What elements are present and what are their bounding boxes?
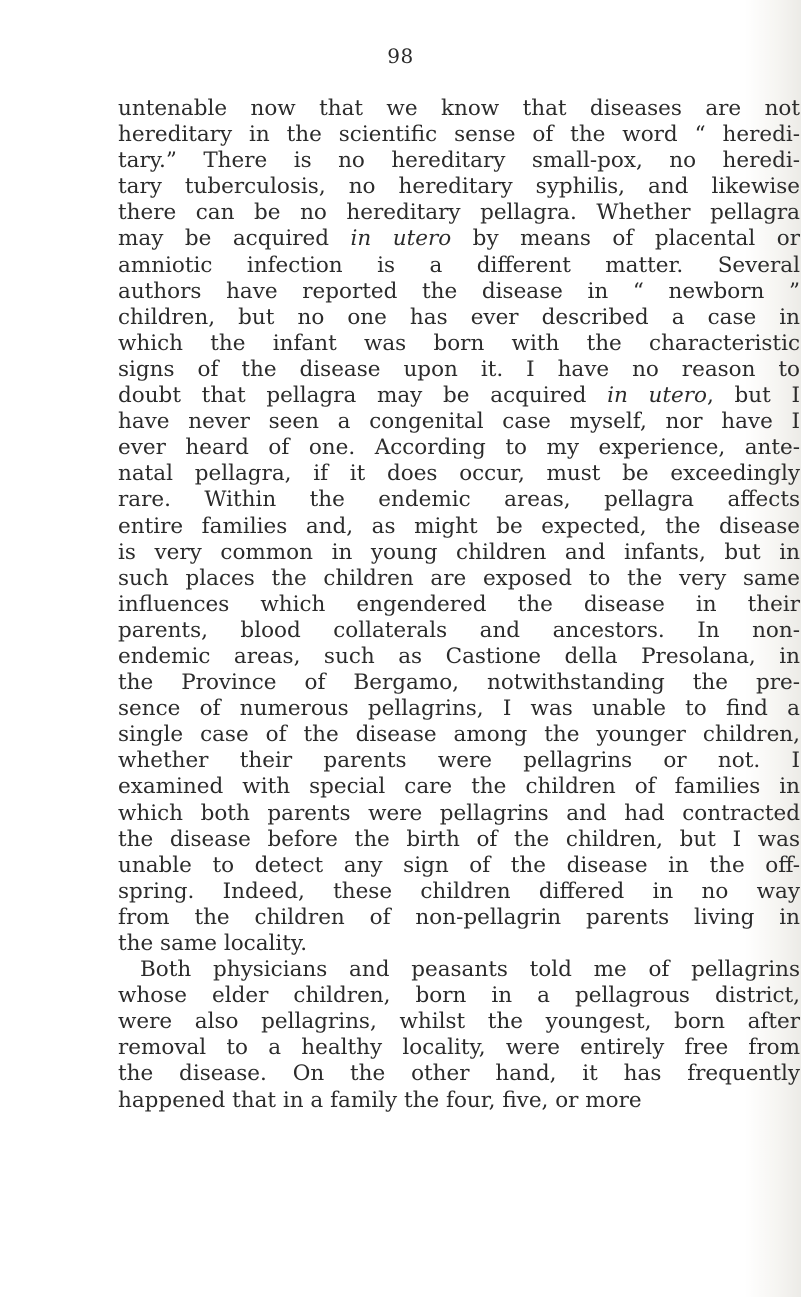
text-line: endemic areas, such as Castione della Presolana, in [118, 643, 800, 669]
text-line: the disease before the birth of the children, but I was [118, 826, 800, 852]
text-line: there can be no hereditary pellagra. Whether pellagra [118, 200, 800, 226]
text-line: tary.” There is no hereditary small-pox, no heredi- [118, 148, 800, 174]
text-line [118, 226, 801, 252]
text-line: hereditary in the scientific sense of the word “ heredi- [118, 122, 800, 148]
text-segment: by means of placental or [451, 226, 800, 252]
text-line: untenable now that we know that diseases are not [118, 96, 800, 121]
text-line: authors have reported the disease in “ newborn ” [118, 278, 800, 304]
text-line: happened that in a family the four, five, or more [118, 1087, 642, 1113]
text-line: such places the children are exposed to the very same [118, 565, 800, 591]
text-line: whose elder children, born in a pellagrous district, [118, 983, 800, 1009]
text-segment: doubt that pellagra may be acquired [118, 383, 608, 409]
text-line: which both parents were pellagrins and had contracted [118, 800, 800, 826]
text-line: were also pellagrins, whilst the youngest, born after [118, 1009, 800, 1035]
text-line: influences which engendered the disease in their [118, 591, 800, 617]
text-segment: may be acquired [118, 226, 351, 252]
text-line: the disease. On the other hand, it has frequently [118, 1061, 800, 1087]
page-number: 98 [387, 44, 414, 68]
text-line: parents, blood collaterals and ancestors. In non- [118, 617, 800, 643]
italic-phrase: in utero [607, 383, 707, 409]
text-line: whether their parents were pellagrins or not. I [118, 748, 800, 774]
text-line: children, but no one has ever described a case in [118, 304, 800, 330]
text-line: entire families and, as might be expected, the disease [118, 513, 800, 539]
text-line: which the infant was born with the characteristic [118, 330, 800, 356]
text-line: is very common in young children and infants, but in [118, 539, 800, 565]
body-text [118, 96, 801, 1114]
text-line: amniotic infection is a different matter. Several [118, 252, 800, 278]
text-line: the Province of Bergamo, notwithstanding the pre- [118, 670, 800, 696]
text-line: sence of numerous pellagrins, I was unable to find a [118, 696, 800, 722]
text-line: signs of the disease upon it. I have no reason to [118, 356, 800, 382]
text-line: tary tuberculosis, no hereditary syphilis, and likewise [118, 174, 800, 200]
text-line: rare. Within the endemic areas, pellagra affects [118, 487, 800, 513]
text-line: the same locality. [118, 931, 308, 956]
text-line: have never seen a congenital case myself, nor have I [118, 409, 800, 435]
text-line: unable to detect any sign of the disease in the off- [118, 852, 800, 878]
text-line: single case of the disease among the younger children, [118, 722, 800, 748]
text-segment: , but I [706, 383, 800, 409]
text-line: Both physicians and peasants told me of pellagrins [140, 957, 800, 983]
text-line [118, 383, 801, 409]
text-line: natal pellagra, if it does occur, must be exceedingly [118, 461, 800, 487]
italic-phrase: in utero [350, 226, 452, 252]
text-line: from the children of non-pellagrin parents living in [118, 904, 800, 930]
text-line: removal to a healthy locality, were entirely free from [118, 1035, 800, 1061]
text-line: examined with special care the children of families in [118, 774, 800, 800]
text-line: ever heard of one. According to my experience, ante- [118, 435, 800, 461]
text-line: spring. Indeed, these children differed in no way [118, 878, 800, 904]
